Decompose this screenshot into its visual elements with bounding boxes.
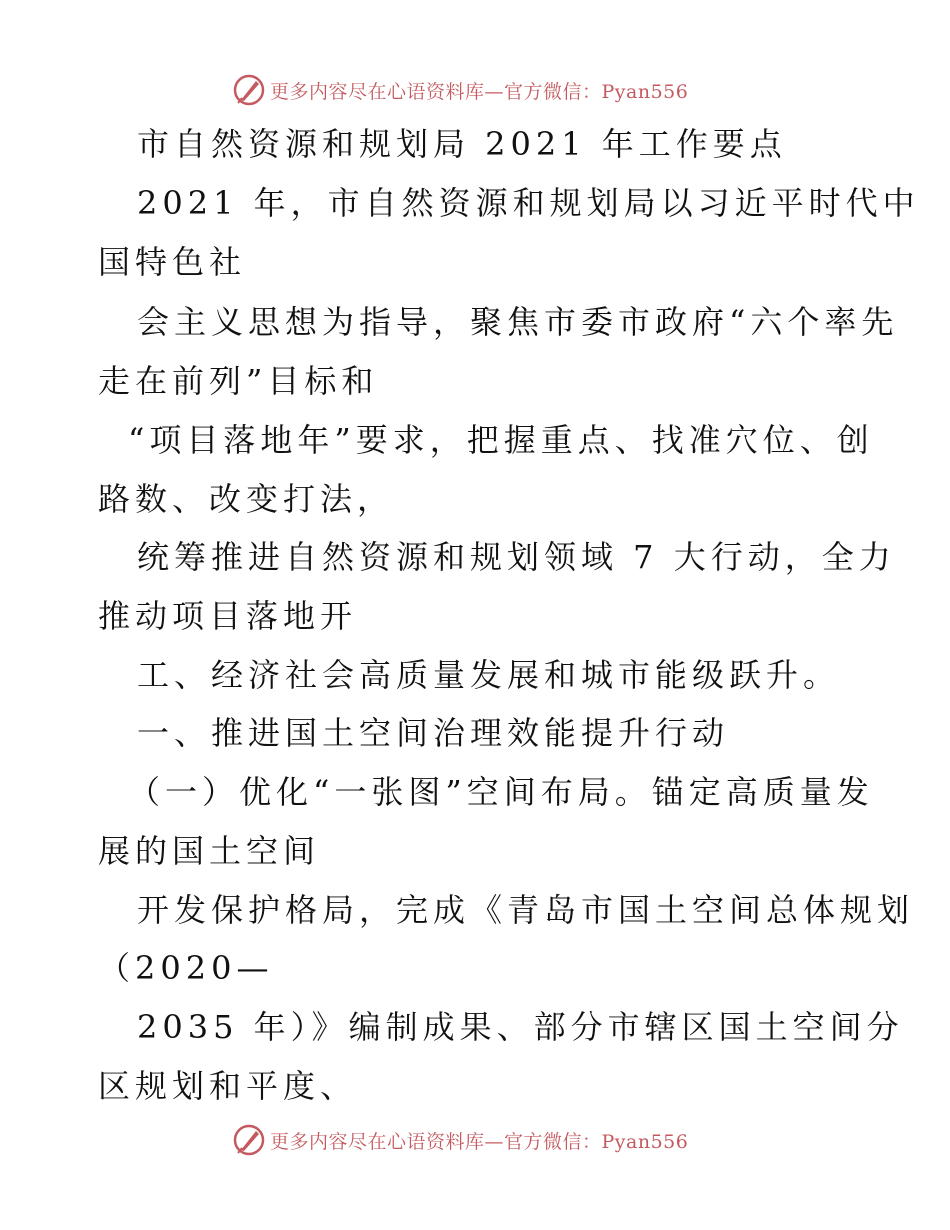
quill-pen-logo-icon [232,73,266,107]
doc-title: 市自然资源和规划局 2021 年工作要点 [137,125,787,163]
paragraph-line: （2020— [98,949,274,987]
section-heading: 一、推进国土空间治理效能提升行动 [137,714,730,752]
watermark-banner-top [232,72,712,108]
paragraph-line: 路数、改变打法， [98,480,395,518]
paragraph-line: 会主义思想为指导，聚焦市委市政府“六个率先 [137,303,899,341]
paragraph-line: 工、经济社会高质量发展和城市能级跃升。 [137,656,841,694]
subsection-heading: （一）优化“一张图”空间布局。锚定高质量发 [128,773,874,811]
paragraph-line: 统筹推进自然资源和规划领域 7 大行动，全力 [137,538,896,576]
watermark-text: 更多内容尽在心语资料库—官方微信：Pyan556 [270,1130,689,1153]
paragraph-line: 国特色社 [98,243,247,281]
paragraph-line: “项目落地年”要求，把握重点、找准穴位、创 [128,421,874,459]
paragraph-line: 推动项目落地开 [98,597,358,635]
paragraph-line: 2035 年）》编制成果、部分市辖区国土空间分 [137,1008,904,1046]
paragraph-line: 走在前列”目标和 [98,362,379,400]
quill-pen-logo-icon [232,1123,266,1157]
watermark-text: 更多内容尽在心语资料库—官方微信：Pyan556 [270,80,689,103]
watermark-banner-bottom [232,1122,712,1158]
paragraph-line: 2021 年，市自然资源和规划局以习近平时代中 [137,184,920,222]
paragraph-line: 开发保护格局，完成《青岛市国土空间总体规划 [137,891,915,929]
paragraph-line: 区规划和平度、 [98,1067,358,1105]
paragraph-line: 展的国土空间 [98,832,321,870]
